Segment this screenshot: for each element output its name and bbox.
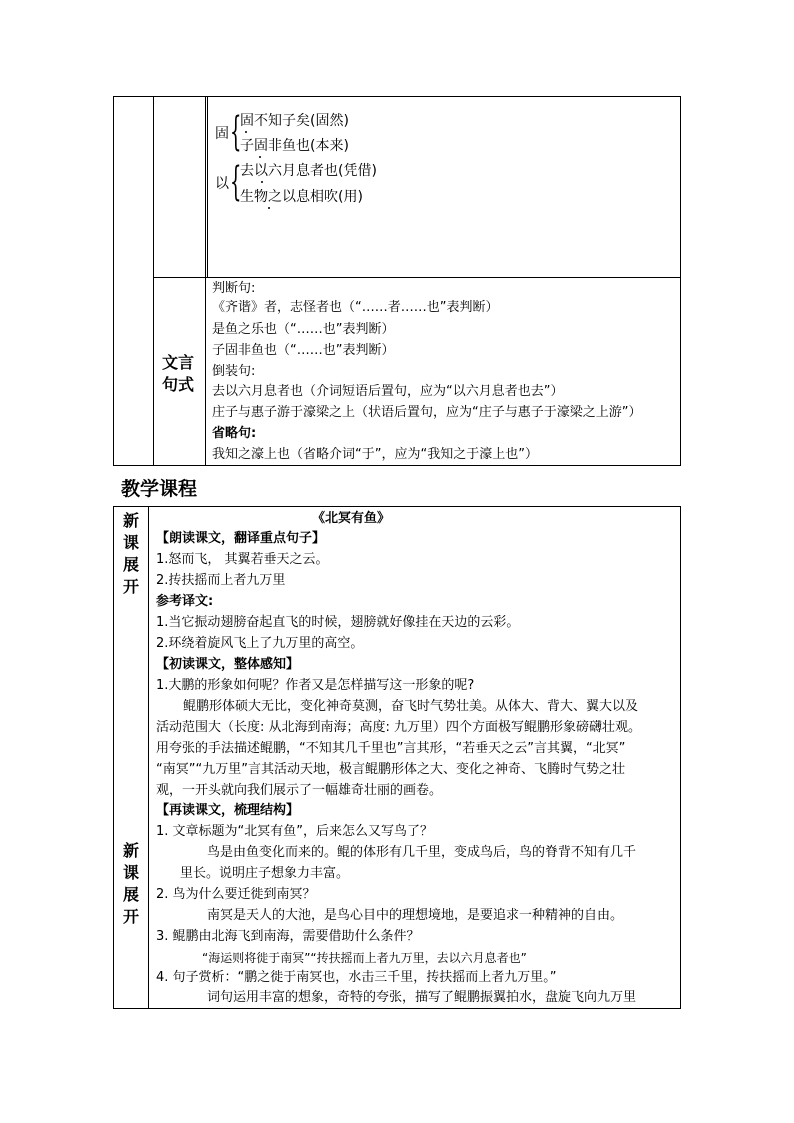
lesson-line: 活动范围大（长度: 从北海到南海；高度: 九万里）四个方面极写鲲鹏形象磅礴壮观。: [156, 720, 642, 735]
gu-brace: {: [230, 109, 242, 155]
syntax-line: 倒装句:: [212, 364, 256, 379]
lesson-line: 参考译文:: [156, 594, 214, 609]
lesson-line: 2. 鸟为什么要迁徙到南冥？: [156, 887, 316, 902]
lesson-title: 《北冥有鱼》: [312, 511, 391, 526]
yi-brace: {: [230, 159, 242, 205]
syntax-line: 是鱼之乐也（“……也”表判断）: [212, 322, 395, 337]
syntax-line: 去以六月息者也（介词短语后置句，应为“以六月息者也去”）: [212, 384, 564, 399]
lesson-line: 1.当它振动翅膀奋起直飞的时候，翅膀就好像挂在天边的云彩。: [156, 615, 520, 630]
syntax-line: 子固非鱼也（“……也”表判断）: [212, 343, 395, 358]
side-label-2: 新课展开: [122, 841, 139, 926]
lesson-line: 鸟是由鱼变化而来的。鲲的体形有几千里，变成鸟后，鸟的脊背不知有几千: [207, 845, 637, 860]
lesson-line: “南冥”“九万里”言其活动天地，极言鲲鹏形体之大、变化之神奇、飞腾时气势之壮: [156, 762, 625, 777]
emphasis-dot: [259, 156, 261, 158]
section-heading: 教学课程: [121, 478, 198, 500]
gu-char: 固: [215, 126, 229, 142]
emphasis-dot: [268, 207, 270, 209]
lesson-line: 4. 句子赏析：“鹏之徙于南冥也，水击三千里，抟扶摇而上者九万里。”: [156, 970, 557, 985]
lesson-line: 1.怒而飞， 其翼若垂天之云。: [156, 552, 329, 567]
side-label-1: 新课展开: [122, 511, 139, 596]
lesson-line: “海运则将徙于南冥”“抟扶摇而上者九万里，去以六月息者也”: [202, 951, 527, 965]
lesson-line: 里长。说明庄子想象力丰富。: [180, 866, 350, 881]
lesson-line: 观，一开头就向我们展示了一幅雄奇壮丽的画卷。: [156, 783, 443, 798]
yi-char: 以: [215, 176, 229, 192]
lesson-line: 【朗读课文，翻译重点句子】: [156, 531, 326, 546]
lesson-line: 2.环绕着旋风飞上了九万里的高空。: [156, 636, 364, 651]
gu-item-2: 子固非鱼也(本来): [240, 138, 349, 154]
lesson-line: 用夸张的手法描述鲲鹏，“不知其几千里也”言其形，“若垂天之云”言其翼，“北冥”: [156, 741, 626, 756]
lesson-line: 1.大鹏的形象如何呢？作者又是怎样描写这一形象的呢?: [156, 678, 475, 693]
lesson-line: 词句运用丰富的想象，奇特的夸张，描写了鲲鹏振翼拍水，盘旋飞向九万里: [207, 990, 637, 1005]
lesson-line: 南冥是天人的大池，是鸟心目中的理想境地，是要追求一种精神的自由。: [207, 908, 624, 923]
lesson-line: 鲲鹏形体硕大无比，变化神奇莫测，奋飞时气势壮美。从体大、背大、翼大以及: [183, 699, 639, 714]
section-label-wenyan: 文言句式: [162, 353, 195, 394]
lesson-line: 2.抟扶摇而上者九万里: [156, 573, 286, 588]
syntax-line: 我知之濠上也（省略介词“于”，应为“我知之于濠上也”）: [212, 447, 538, 462]
syntax-line: 《齐谐》者，志怪者也（“……者……也”表判断）: [212, 300, 499, 315]
syntax-line: 省略句:: [212, 426, 257, 441]
yi-item-1: 去以六月息者也(凭借): [240, 163, 377, 179]
lesson-line: 【初读课文，整体感知】: [156, 657, 300, 672]
emphasis-dot: [245, 131, 247, 133]
lesson-line: 【再读课文，梳理结构】: [156, 803, 300, 818]
lesson-line: 3. 鲲鹏由北海飞到南海，需要借助什么条件？: [156, 929, 420, 944]
syntax-line: 判断句:: [212, 281, 256, 296]
syntax-line: 庄子与惠子游于濠梁之上（状语后置句，应为“庄子与惠子于濠梁之上游”）: [212, 405, 642, 420]
gu-item-1: 固不知子矣(固然): [240, 113, 349, 129]
emphasis-dot: [261, 181, 263, 183]
lesson-line: 1. 文章标题为“北冥有鱼”，后来怎么又写鸟了？: [156, 824, 434, 839]
yi-item-2: 生物之以息相吹(用): [240, 189, 363, 205]
